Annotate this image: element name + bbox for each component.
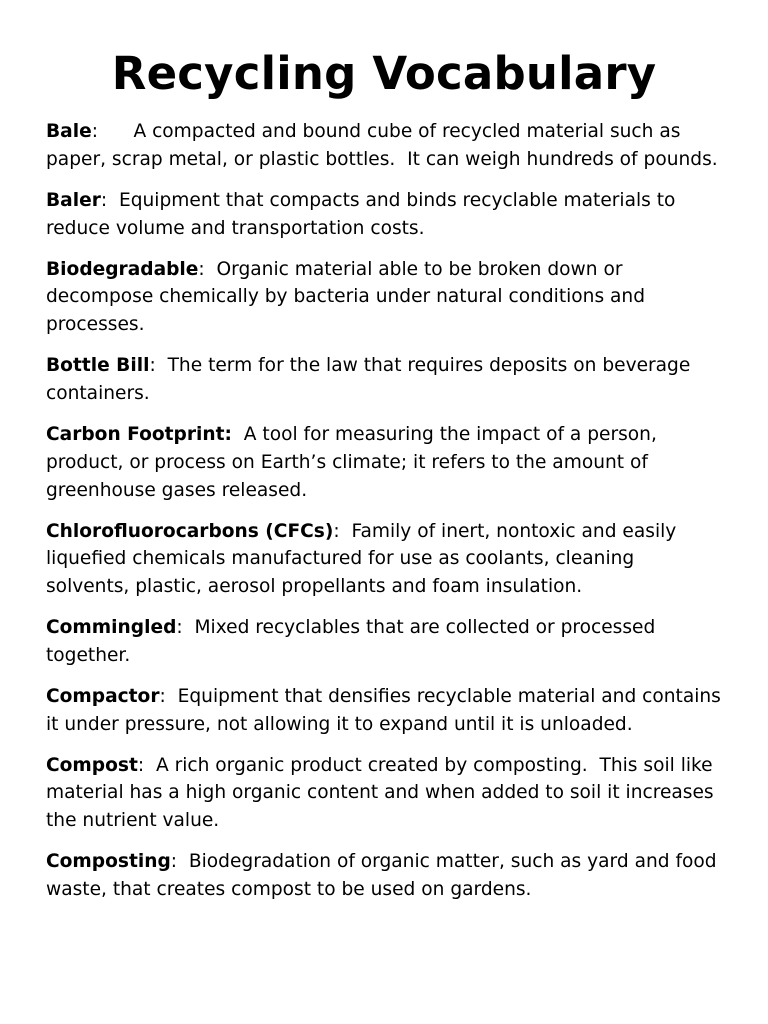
vocab-term: Bale — [46, 121, 92, 142]
vocab-entry-carbon-footprint — [46, 421, 722, 504]
page-title: Recycling Vocabulary — [111, 47, 657, 100]
vocab-term: Carbon Footprint: — [46, 423, 232, 445]
vocabulary-list — [46, 118, 727, 904]
vocab-term: Baler — [46, 189, 101, 211]
vocab-separator: : — [100, 189, 119, 211]
vocab-definition: Equipment that compacts and binds recyclable materials to reduce volume and transportation costs. — [46, 189, 682, 239]
vocab-entry-commingled — [46, 614, 722, 670]
vocab-definition: Biodegradation of organic matter, such as yard and food waste, that creates compost to be used on gardens. — [46, 851, 723, 901]
vocab-term: Composting — [46, 851, 171, 873]
vocab-separator: : — [170, 851, 189, 873]
vocab-separator — [232, 424, 244, 445]
vocab-term: Bottle Bill — [46, 355, 150, 377]
vocab-definition: Organic material able to be broken down or decompose chemically by bacteria under natural conditions and processes. — [46, 258, 651, 336]
vocab-term: Compactor — [46, 685, 160, 707]
vocab-term: Biodegradable — [46, 258, 199, 280]
vocab-separator: : — [176, 617, 195, 639]
vocab-entry-biodegradable — [46, 256, 722, 339]
vocab-definition: A rich organic product created by composting. This soil like material has a high organic content and when added to soil it increases the nutrient value. — [46, 754, 720, 832]
vocab-entry-chlorofluorocarbons — [46, 518, 722, 601]
vocab-definition: Equipment that densifies recyclable material and contains it under pressure, not allowing it to expand until it is unloaded. — [46, 685, 727, 735]
vocab-term: Compost — [46, 754, 138, 776]
vocab-definition: Family of inert, nontoxic and easily liquefied chemicals manufactured for use as coolants, cleaning solvents, plastic, aerosol propellants and foam insulation. — [46, 520, 683, 598]
vocab-separator: : — [149, 355, 168, 377]
vocab-definition: A compacted and bound cube of recycled material such as paper, scrap metal, or plastic bottles. It can weigh hundreds of pounds. — [46, 121, 718, 170]
vocab-entry-bale — [46, 118, 722, 174]
vocab-definition: Mixed recyclables that are collected or processed together. — [46, 617, 662, 666]
vocab-separator: : — [333, 520, 352, 542]
vocab-definition: The term for the law that requires deposits on beverage containers. — [46, 355, 697, 404]
vocab-entry-baler — [46, 187, 722, 243]
vocab-entry-bottle-bill — [46, 352, 722, 408]
vocab-separator: : — [159, 685, 178, 707]
vocab-separator: : — [91, 121, 134, 142]
vocab-entry-compactor — [46, 683, 727, 739]
vocab-separator: : — [198, 258, 217, 280]
vocab-entry-composting — [46, 848, 722, 904]
vocab-term: Commingled — [46, 617, 177, 639]
vocab-term: Chlorofluorocarbons (CFCs) — [46, 520, 334, 542]
vocab-separator: : — [137, 754, 156, 776]
vocab-entry-compost — [46, 752, 722, 835]
vocab-definition: A tool for measuring the impact of a person, product, or process on Earth’s climate; it refers to the amount of greenhouse gases released. — [46, 423, 663, 501]
